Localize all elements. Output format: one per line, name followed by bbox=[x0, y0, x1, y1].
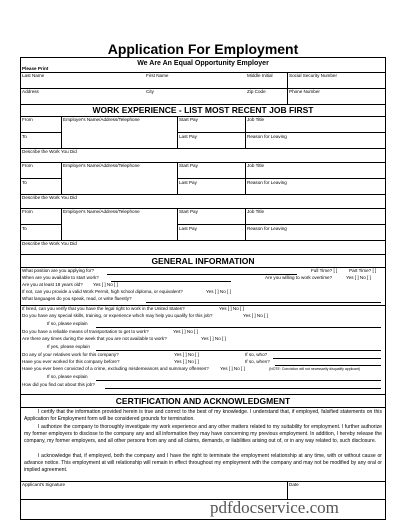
application-form bbox=[20, 57, 386, 520]
watermark: pdfdocservice.com bbox=[210, 498, 339, 517]
job-title-field[interactable]: Job Title bbox=[247, 163, 265, 168]
certification-heading: CERTIFICATION AND ACKNOWLEDGMENT bbox=[115, 396, 291, 406]
describe-work-field[interactable]: Describe the Work You Did bbox=[22, 241, 77, 246]
conviction-note: (NOTE: Conviction will not necessarily disqualify applicant) bbox=[269, 366, 361, 371]
relatives-question: Do any of your relatives work for this company? bbox=[22, 352, 119, 357]
legal-right-yes-no[interactable]: Yes [ ] No [ ] bbox=[219, 306, 244, 311]
employer-field[interactable]: Employer's Name/Address/Telephone bbox=[63, 209, 140, 214]
middle-initial-field[interactable]: Middle Initial bbox=[247, 73, 273, 78]
certification-paragraph-1: I certify that the information provided herein is true and correct to the best of my knowledge. I understand that, if employed, falsified statements on this Application for Employment form will be considered grounds for termination. bbox=[24, 409, 382, 423]
first-name-field[interactable]: First Name bbox=[146, 73, 169, 78]
availability-question: Are there any times during the week that you are not available to work? bbox=[22, 336, 167, 341]
age-yes-no[interactable]: Yes [ ] No [ ] bbox=[93, 282, 118, 287]
worked-before-question: Have you ever worked for this company before? bbox=[22, 359, 120, 364]
phone-field[interactable]: Phone Number bbox=[289, 89, 320, 94]
city-field[interactable]: City bbox=[146, 89, 154, 94]
last-name-field[interactable]: Last Name bbox=[22, 73, 45, 78]
job-title-field[interactable]: Job Title bbox=[247, 209, 265, 214]
skills-yes-no[interactable]: Yes [ ] No [ ] bbox=[243, 313, 268, 318]
relatives-who-line[interactable] bbox=[273, 358, 381, 359]
from-field[interactable]: From bbox=[22, 117, 33, 122]
overtime-question: Are you willing to work overtime? bbox=[265, 275, 333, 280]
worked-before-yes-no[interactable]: Yes [ ] No [ ] bbox=[174, 359, 199, 364]
age-question: Are you at least 18 years old? bbox=[22, 282, 83, 287]
job-source-line[interactable] bbox=[105, 388, 381, 389]
worked-before-when-line[interactable] bbox=[275, 365, 381, 366]
part-time-checkbox[interactable]: Part Time? [ ] bbox=[349, 268, 377, 273]
last-pay-field[interactable]: Last Pay bbox=[179, 180, 197, 185]
describe-work-field[interactable]: Describe the Work You Did bbox=[22, 195, 77, 200]
job-title-field[interactable]: Job Title bbox=[247, 117, 265, 122]
describe-work-field[interactable]: Describe the Work You Did bbox=[22, 149, 77, 154]
relatives-yes-no[interactable]: Yes [ ] No [ ] bbox=[174, 352, 199, 357]
start-date-question: When are you available to start work? bbox=[22, 275, 99, 280]
transportation-yes-no[interactable]: Yes [ ] No [ ] bbox=[173, 329, 198, 334]
certification-paragraph-3: I acknowledge that, if employed, both the company and I have the right to terminate the employment relationship at any time, with or without cause or advance notice. This employment at will relationship will remain in effect throughout my employment with the company and may not be modified by any oral or implied agreement. bbox=[24, 453, 382, 474]
conviction-yes-no[interactable]: Yes [ ] No [ ] bbox=[220, 366, 245, 371]
start-pay-field[interactable]: Start Pay bbox=[179, 117, 198, 122]
equal-opportunity-subtitle: We Are An Equal Opportunity Employer bbox=[137, 60, 269, 67]
from-field[interactable]: From bbox=[22, 163, 33, 168]
availability-explain-label: If yes, please explain bbox=[47, 344, 90, 349]
last-pay-field[interactable]: Last Pay bbox=[179, 226, 197, 231]
availability-yes-no[interactable]: Yes [ ] No [ ] bbox=[201, 336, 226, 341]
position-question: What position are you applying for? bbox=[22, 268, 95, 273]
to-field[interactable]: To bbox=[22, 226, 27, 231]
start-pay-field[interactable]: Start Pay bbox=[179, 209, 198, 214]
from-field[interactable]: From bbox=[22, 209, 33, 214]
conviction-explain-line[interactable] bbox=[96, 380, 381, 381]
last-pay-field[interactable]: Last Pay bbox=[179, 134, 197, 139]
reason-leaving-field[interactable]: Reason for Leaving bbox=[247, 134, 287, 139]
worked-before-when-label: If so, when? bbox=[245, 359, 270, 364]
work-experience-heading: WORK EXPERIENCE - LIST MOST RECENT JOB FIRST bbox=[92, 105, 314, 115]
certification-paragraph-2: I authorize the company to thoroughly investigate my work experience and any other matters related to my suitability for employment. I further authorize my former employers to disclose to the company any and all information they may have concerning my previous employment. In addition, I hereby release the company, my former employers, and all other persons from any and all claims, demands, or liabilities arising out of, or in any way related to, such disclosure. bbox=[24, 424, 382, 445]
skills-explain-line[interactable] bbox=[96, 327, 381, 328]
full-time-checkbox[interactable]: Full Time? [ ] bbox=[311, 268, 338, 273]
languages-question: What languages do you speak, read, or write fluently? bbox=[22, 296, 132, 301]
legal-right-question: If hired, can you verify that you have the legal right to work in the United States? bbox=[22, 306, 185, 311]
reason-leaving-field[interactable]: Reason for Leaving bbox=[247, 180, 287, 185]
reason-leaving-field[interactable]: Reason for Leaving bbox=[247, 226, 287, 231]
start-pay-field[interactable]: Start Pay bbox=[179, 163, 198, 168]
job-source-question: How did you find out about this job? bbox=[22, 382, 95, 387]
ssn-field[interactable]: Social Security Number bbox=[289, 73, 337, 78]
skills-explain-label: If so, please explain bbox=[47, 321, 88, 326]
zip-code-field[interactable]: Zip Code bbox=[247, 89, 266, 94]
relatives-who-label: If so, who? bbox=[245, 352, 268, 357]
form-title: Application For Employment bbox=[107, 41, 299, 57]
please-print-note: Please Print bbox=[22, 66, 49, 71]
availability-explain-line[interactable] bbox=[96, 350, 381, 351]
languages-answer-line[interactable] bbox=[146, 302, 381, 303]
general-information-heading: GENERAL INFORMATION bbox=[151, 256, 255, 266]
start-date-answer-line[interactable] bbox=[111, 281, 231, 282]
transportation-question: Do you have a reliable means of transportation to get to work? bbox=[22, 329, 149, 334]
conviction-explain-label: If so, please explain bbox=[47, 374, 88, 379]
skills-question: Do you have any special skills, training, or experience which may help you qualify for this job? bbox=[22, 313, 213, 318]
signature-field[interactable]: Applicant's Signature bbox=[22, 482, 66, 487]
employer-field[interactable]: Employer's Name/Address/Telephone bbox=[63, 163, 140, 168]
address-field[interactable]: Address bbox=[22, 89, 39, 94]
to-field[interactable]: To bbox=[22, 134, 27, 139]
employer-field[interactable]: Employer's Name/Address/Telephone bbox=[63, 117, 140, 122]
conviction-question: Have you ever been convicted of a crime, excluding misdemeanors and summary offenses? bbox=[22, 366, 209, 371]
work-permit-question: If not, can you provide a valid Work Permit, high school diploma, or equivalent? bbox=[22, 289, 183, 294]
overtime-yes-no[interactable]: Yes [ ] No [ ] bbox=[346, 275, 371, 280]
to-field[interactable]: To bbox=[22, 180, 27, 185]
work-permit-yes-no[interactable]: Yes [ ] No [ ] bbox=[206, 289, 231, 294]
date-field[interactable]: Date bbox=[289, 482, 299, 487]
